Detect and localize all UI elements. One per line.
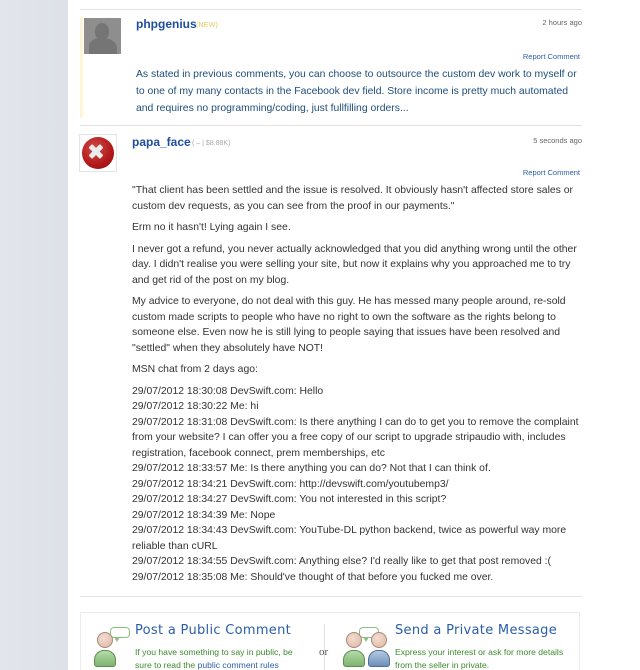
comment-divider bbox=[80, 596, 582, 597]
chat-line: 29/07/2012 18:34:43 DevSwift.com: YouTube-DL python backend, twice as powerful way more reliable than cURL bbox=[132, 525, 567, 552]
comment-paragraph: "That client has been settled and the issue is resolved. It obviously hasn't affected store sales or custom dev requests, as you can see from the proof in our payments." bbox=[132, 185, 573, 212]
avatar-default-user-icon[interactable] bbox=[84, 18, 121, 54]
private-message-description: Express your interest or ask for more details from the seller in private. bbox=[395, 647, 564, 670]
comment-paragraph: Erm no it hasn't! Lying again I see. bbox=[132, 222, 291, 233]
speech-bubble-icon bbox=[110, 627, 130, 638]
report-comment-link[interactable]: Report Comment bbox=[522, 168, 580, 177]
chat-line: 29/07/2012 18:34:55 DevSwift.com: Anything else? I'd really like to get that post removed :( bbox=[132, 556, 552, 567]
user-stats-badge: ( – | $8.88K) bbox=[192, 140, 231, 147]
comment-timestamp: 5 seconds ago bbox=[533, 136, 582, 145]
comment-paragraph: I never got a refund, you never actually acknowledged that you did anything wrong until the other day. I didn't realise you were selling your site, but now it explains why you approached me to try and get rid of the post on my blog. bbox=[132, 243, 577, 286]
chat-line: 29/07/2012 18:33:57 Me: Is there anything you can do? Not that I can think of. bbox=[132, 463, 491, 474]
chat-line: 29/07/2012 18:34:27 DevSwift.com: You not interested in this script? bbox=[132, 494, 447, 505]
comment-username[interactable]: phpgenius bbox=[136, 17, 197, 31]
chat-line: 29/07/2012 18:30:08 DevSwift.com: Hello bbox=[132, 385, 324, 397]
public-comment-description bbox=[135, 646, 310, 670]
comment-timestamp: 2 hours ago bbox=[542, 18, 582, 27]
page-left-background bbox=[0, 0, 68, 670]
new-user-badge: (NEW) bbox=[196, 22, 218, 29]
comment-body bbox=[132, 183, 582, 585]
comment-divider bbox=[80, 125, 582, 126]
chat-line: 29/07/2012 18:30:22 Me: hi bbox=[132, 401, 259, 412]
top-divider bbox=[80, 9, 582, 10]
chat-line: 29/07/2012 18:35:08 Me: Should've thought of that before you fucked me over. bbox=[132, 571, 494, 583]
avatar-red-x-icon[interactable] bbox=[79, 134, 117, 172]
chat-log bbox=[132, 384, 582, 586]
chat-line: 29/07/2012 18:34:39 Me: Nope bbox=[132, 509, 276, 521]
comment-paragraph: My advice to everyone, do not deal with this guy. He has messed many people around, re-sold custom made scripts to people who have no right to own the software as the rights belong to someone else. Even now he is still lying to people saying that issues have been resolved and "settled" when they absolutely have NOT! bbox=[132, 296, 566, 354]
or-label: or bbox=[319, 646, 329, 658]
send-private-message-button[interactable]: Send a Private Message bbox=[395, 623, 558, 638]
public-comment-rules-link[interactable]: public comment rules bbox=[197, 659, 279, 670]
report-comment-link[interactable]: Report Comment bbox=[522, 52, 580, 61]
comment-username[interactable]: papa_face bbox=[132, 135, 191, 149]
comment-body: As stated in previous comments, you can choose to outsource the custom dev work to myself or to one of my many contacts in the Facebook dev field. Store income is pretty much automated and requires no programming/coding, just fullfilling orders... bbox=[136, 69, 577, 114]
chat-line: 29/07/2012 18:34:21 DevSwift.com: http://devswift.com/youtubemp3/ bbox=[132, 478, 449, 490]
public-comment-desc-text: If you have something to say in public, be sure to read the bbox=[135, 647, 293, 670]
chat-line: 29/07/2012 18:31:08 DevSwift.com: Is there anything I can do to get you to remove the complaint from your website? I can offer you a free copy of our script to upgrade stripaudio with, includes registration, facebook connect, prem memberships, etc bbox=[132, 416, 579, 459]
post-public-comment-button[interactable]: Post a Public Comment bbox=[135, 623, 292, 638]
comment-paragraph: MSN chat from 2 days ago: bbox=[132, 364, 258, 375]
